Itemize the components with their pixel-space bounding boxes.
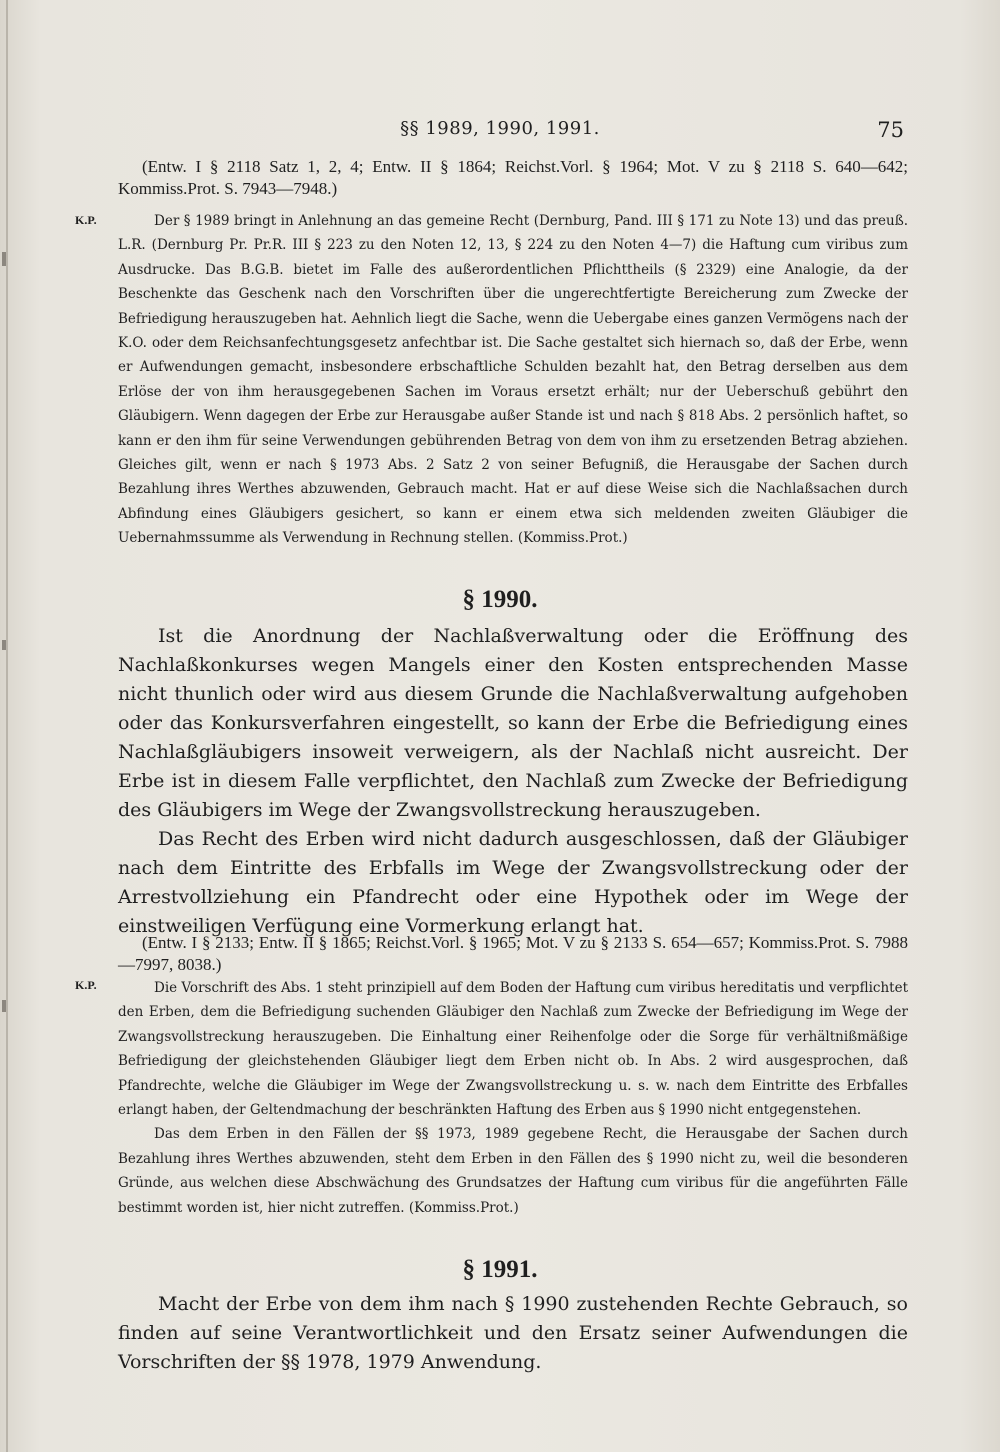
section-1989-commentary: Der § 1989 bringt in Anlehnung an das gemeine Recht (Dernburg, Pand. III § 171 zu Note 13) und das preuß. L.R. (Dernburg Pr. Pr.R. III § 223 zu den Noten 12, 13, § 224 zu den Noten 4—7) die Haftung cum viribus zum Ausdrucke. Das B.G.B. bietet im Falle des außerordentlichen Pflichttheils (§ 2329) eine Analogie, da der Beschenkte das Geschenk nach den Vorschriften über die ungerechtfertigte Bereicherung zum Zwecke der Befriedigung herauszugeben hat. Aehnlich liegt die Sache, wenn die Uebergabe eines ganzen Vermögens nach der K.O. oder dem Reichsanfechtungsgesetz anfechtbar ist. Die Sache gestaltet sich hiernach so, daß der Erbe, wenn er Aufwendungen gemacht, insbesondere erbschaftliche Schulden bezahlt hat, den Betrag derselben aus dem Erlöse der von ihm herausgegebenen Sachen im Voraus ersetzt erhält; nur der Ueberschuß gebührt den Gläubigern. Wenn dagegen der Erbe zur Herausgabe außer Stande ist und nach § 818 Abs. 2 persönlich haftet, so kann er den ihm für seine Verwendungen gebührenden Betrag von dem von ihm zu ersetzenden Betrag abziehen. Gleiches gilt, wenn er nach § 1973 Abs. 2 Satz 2 von seiner Befugniß, die Herausgabe der Sachen durch Bezahlung ihres Werthes abzuwenden, Gebrauch macht. Hat er auf diese Weise sich die Nachlaßsachen durch Abfindung eines Gläubigers gesichert, so kann er einem etwa sich meldenden zweiten Gläubiger die Uebernahmssumme als Verwendung in Rechnung stellen. (Kommiss.Prot.) xyxy=(118,213,908,547)
scan-mark xyxy=(2,1000,6,1012)
section-1991-law-text xyxy=(118,1290,908,1377)
margin-note-kp: K.P. xyxy=(75,978,97,992)
section-1990-commentary-2: Das dem Erben in den Fällen der §§ 1973, 1989 gegebene Recht, die Herausgabe der Sachen durch Bezahlung ihres Werthes abzuwenden, steht dem Erben in den Fällen des § 1990 nicht zu, weil die besonderen Gründe, aus welchen diese Abschwächung des Grundsatzes der Haftung cum viribus für die angeführten Fälle bestimmt worden ist, hier nicht zutreffen. (Kommiss.Prot.) xyxy=(118,1126,908,1216)
scan-mark xyxy=(2,252,6,266)
section-1990-citation: (Entw. I § 2133; Entw. II § 1865; Reichst.Vorl. § 1965; Mot. V zu § 2133 S. 654—657; Kommiss.Prot. S. 7988—7997, 8038.) xyxy=(118,933,908,974)
section-1989-citation-block xyxy=(118,156,908,200)
section-1990-paragraph-1: Ist die Anordnung der Nachlaßverwaltung oder die Eröffnung des Nachlaßkonkurses wegen Mangels einer den Kosten entsprechenden Masse nicht thunlich oder wird aus diesem Grunde die Nachlaßverwaltung aufgehoben oder das Konkursverfahren eingestellt, so kann der Erbe die Befriedigung eines Nachlaßgläubigers insoweit verweigern, als der Nachlaß nicht ausreicht. Der Erbe ist in diesem Falle verpflichtet, den Nachlaß zum Zwecke der Befriedigung des Gläubigers im Wege der Zwangsvollstreckung herauszugeben. xyxy=(118,625,908,821)
section-1989-citation: (Entw. I § 2118 Satz 1, 2, 4; Entw. II § 1864; Reichst.Vorl. § 1964; Mot. V zu § 2118 S. 640—642; Kommiss.Prot. S. 7943—7948.) xyxy=(118,157,908,198)
page-header xyxy=(0,118,1000,148)
margin-note-kp: K.P. xyxy=(75,213,97,227)
section-1989-commentary-block xyxy=(118,209,908,551)
section-1991-heading: § 1991. xyxy=(462,1256,538,1283)
running-title: §§ 1989, 1990, 1991. xyxy=(400,118,600,139)
section-1990-commentary-block xyxy=(118,976,908,1220)
section-1990-heading: § 1990. xyxy=(462,586,538,613)
section-1990-law-text xyxy=(118,622,908,941)
section-1991-paragraph-1: Macht der Erbe von dem ihm nach § 1990 zustehenden Rechte Gebrauch, so finden auf seine Verantwortlichkeit und den Ersatz seiner Aufwendungen die Vorschriften der §§ 1978, 1979 Anwendung. xyxy=(118,1293,908,1373)
scan-mark xyxy=(2,640,6,650)
page-number: 75 xyxy=(877,118,904,142)
section-1990-citation-block xyxy=(118,932,908,976)
section-1990-commentary-1: Die Vorschrift des Abs. 1 steht prinzipiell auf dem Boden der Haftung cum viribus hereditatis und verpflichtet den Erben, dem die Befriedigung suchenden Gläubiger den Nachlaß zum Zwecke der Befriedigung im Wege der Zwangsvollstreckung herauszugeben. Die Einhaltung einer Reihenfolge oder die Sorge für verhältnißmäßige Befriedigung der gleichstehenden Gläubiger liegt dem Erben nicht ob. In Abs. 2 wird ausgesprochen, daß Pfandrechte, welche die Gläubiger im Wege der Zwangsvollstreckung u. s. w. nach dem Eintritte des Erbfalles erlangt haben, der Geltendmachung der beschränkten Haftung des Erben aus § 1990 nicht entgegenstehen. xyxy=(118,980,908,1119)
section-1990-paragraph-2: Das Recht des Erben wird nicht dadurch ausgeschlossen, daß der Gläubiger nach dem Eintritte des Erbfalls im Wege der Zwangsvollstreckung oder der Arrestvollziehung ein Pfandrecht oder eine Hypothek oder im Wege der einstweiligen Verfügung eine Vormerkung erlangt hat. xyxy=(118,828,908,937)
page-edge-shadow xyxy=(6,0,8,1452)
